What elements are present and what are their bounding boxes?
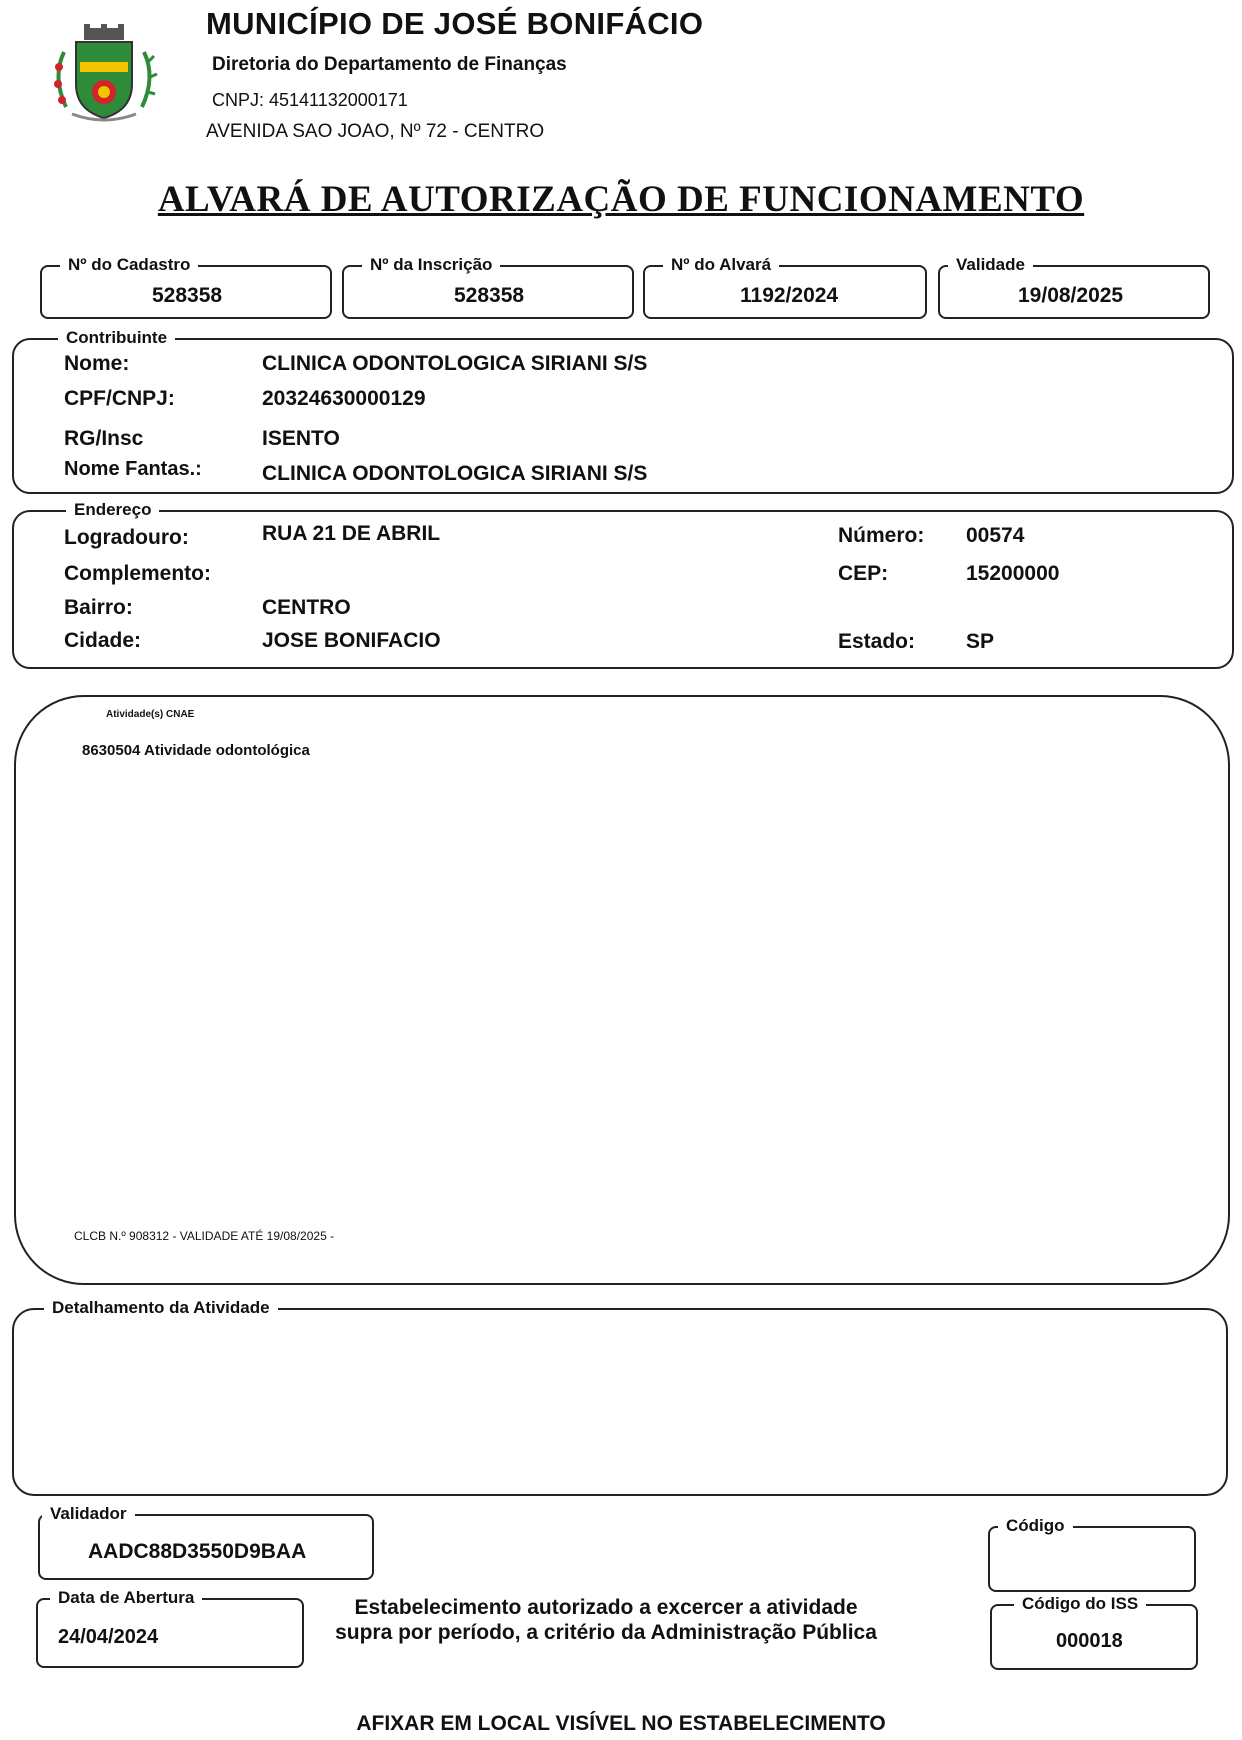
document-title: ALVARÁ DE AUTORIZAÇÃO DE FUNCIONAMENTO	[157, 179, 1085, 220]
contribuinte-legend: Contribuinte	[58, 328, 175, 348]
validade-value: 19/08/2025	[1018, 284, 1124, 307]
validador-legend: Validador	[42, 1504, 135, 1524]
codigo-legend: Código	[998, 1516, 1073, 1536]
abertura-legend: Data de Abertura	[50, 1588, 202, 1608]
cep-label: CEP:	[838, 562, 889, 585]
abertura-box	[36, 1588, 304, 1668]
fantasia-label: Nome Fantas.:	[64, 458, 202, 480]
alvara-label: Nº do Alvará	[663, 255, 779, 275]
logradouro-label: Logradouro:	[64, 526, 189, 549]
contribuinte-section	[12, 328, 1234, 494]
nome-label: Nome:	[64, 352, 130, 375]
inscricao-label: Nº da Inscrição	[362, 255, 500, 275]
bairro-label: Bairro:	[64, 596, 133, 619]
codigo-iss-box	[990, 1594, 1198, 1670]
bairro-value: CENTRO	[262, 596, 351, 619]
rg-label: RG/Insc	[64, 427, 144, 450]
atividades-section	[14, 695, 1230, 1285]
detalhamento-section	[12, 1298, 1228, 1496]
atividade-item: 8630504 Atividade odontológica	[82, 742, 310, 759]
authorization-statement: Estabelecimento autorizado a excercer a atividade supra por período, a critério da Administração Pública	[335, 1596, 877, 1644]
atividades-note: CLCB N.º 908312 - VALIDADE ATÉ 19/08/2025 -	[74, 1229, 335, 1243]
cadastro-value: 528358	[152, 284, 223, 307]
validador-box	[38, 1504, 374, 1580]
nome-value: CLINICA ODONTOLOGICA SIRIANI S/S	[262, 352, 648, 375]
cidade-label: Cidade:	[64, 629, 142, 652]
validador-value: AADC88D3550D9BAA	[88, 1540, 307, 1563]
complemento-label: Complemento:	[64, 562, 211, 585]
department-name: Diretoria do Departamento de Finanças	[212, 54, 567, 75]
detalhamento-legend: Detalhamento da Atividade	[44, 1298, 278, 1318]
cpf-label: CPF/CNPJ:	[64, 387, 175, 410]
codigo-iss-legend: Código do ISS	[1014, 1594, 1146, 1614]
logradouro-value: RUA 21 DE ABRIL	[262, 522, 441, 545]
fantasia-value: CLINICA ODONTOLOGICA SIRIANI S/S	[262, 462, 648, 485]
alvara-value: 1192/2024	[740, 284, 839, 307]
numero-value: 00574	[966, 524, 1025, 547]
footer-notice: AFIXAR EM LOCAL VISÍVEL NO ESTABELECIMENTO	[356, 1712, 886, 1735]
municipality-name: MUNICÍPIO DE JOSÉ BONIFÁCIO	[206, 6, 704, 41]
abertura-value: 24/04/2024	[58, 1626, 159, 1648]
municipal-seal	[44, 22, 164, 126]
numero-label: Número:	[838, 524, 925, 547]
codigo-box	[988, 1516, 1196, 1592]
cep-value: 15200000	[966, 562, 1060, 585]
municipality-address: AVENIDA SAO JOAO, Nº 72 - CENTRO	[206, 121, 545, 142]
endereco-legend: Endereço	[66, 500, 159, 520]
municipality-cnpj: CNPJ: 45141132000171	[212, 90, 408, 110]
rg-value: ISENTO	[262, 427, 340, 450]
inscricao-box	[342, 255, 634, 319]
cpf-value: 20324630000129	[262, 387, 426, 410]
alvara-box	[643, 255, 927, 319]
cidade-value: JOSE BONIFACIO	[262, 629, 441, 652]
codigo-iss-value: 000018	[1056, 1630, 1123, 1652]
estado-value: SP	[966, 630, 995, 653]
validade-label: Validade	[948, 255, 1033, 275]
cadastro-box	[40, 255, 332, 319]
cadastro-label: Nº do Cadastro	[60, 255, 198, 275]
estado-label: Estado:	[838, 630, 916, 653]
validade-box	[938, 255, 1210, 319]
endereco-section	[12, 500, 1234, 669]
inscricao-value: 528358	[454, 284, 525, 307]
atividades-legend: Atividade(s) CNAE	[106, 709, 195, 720]
